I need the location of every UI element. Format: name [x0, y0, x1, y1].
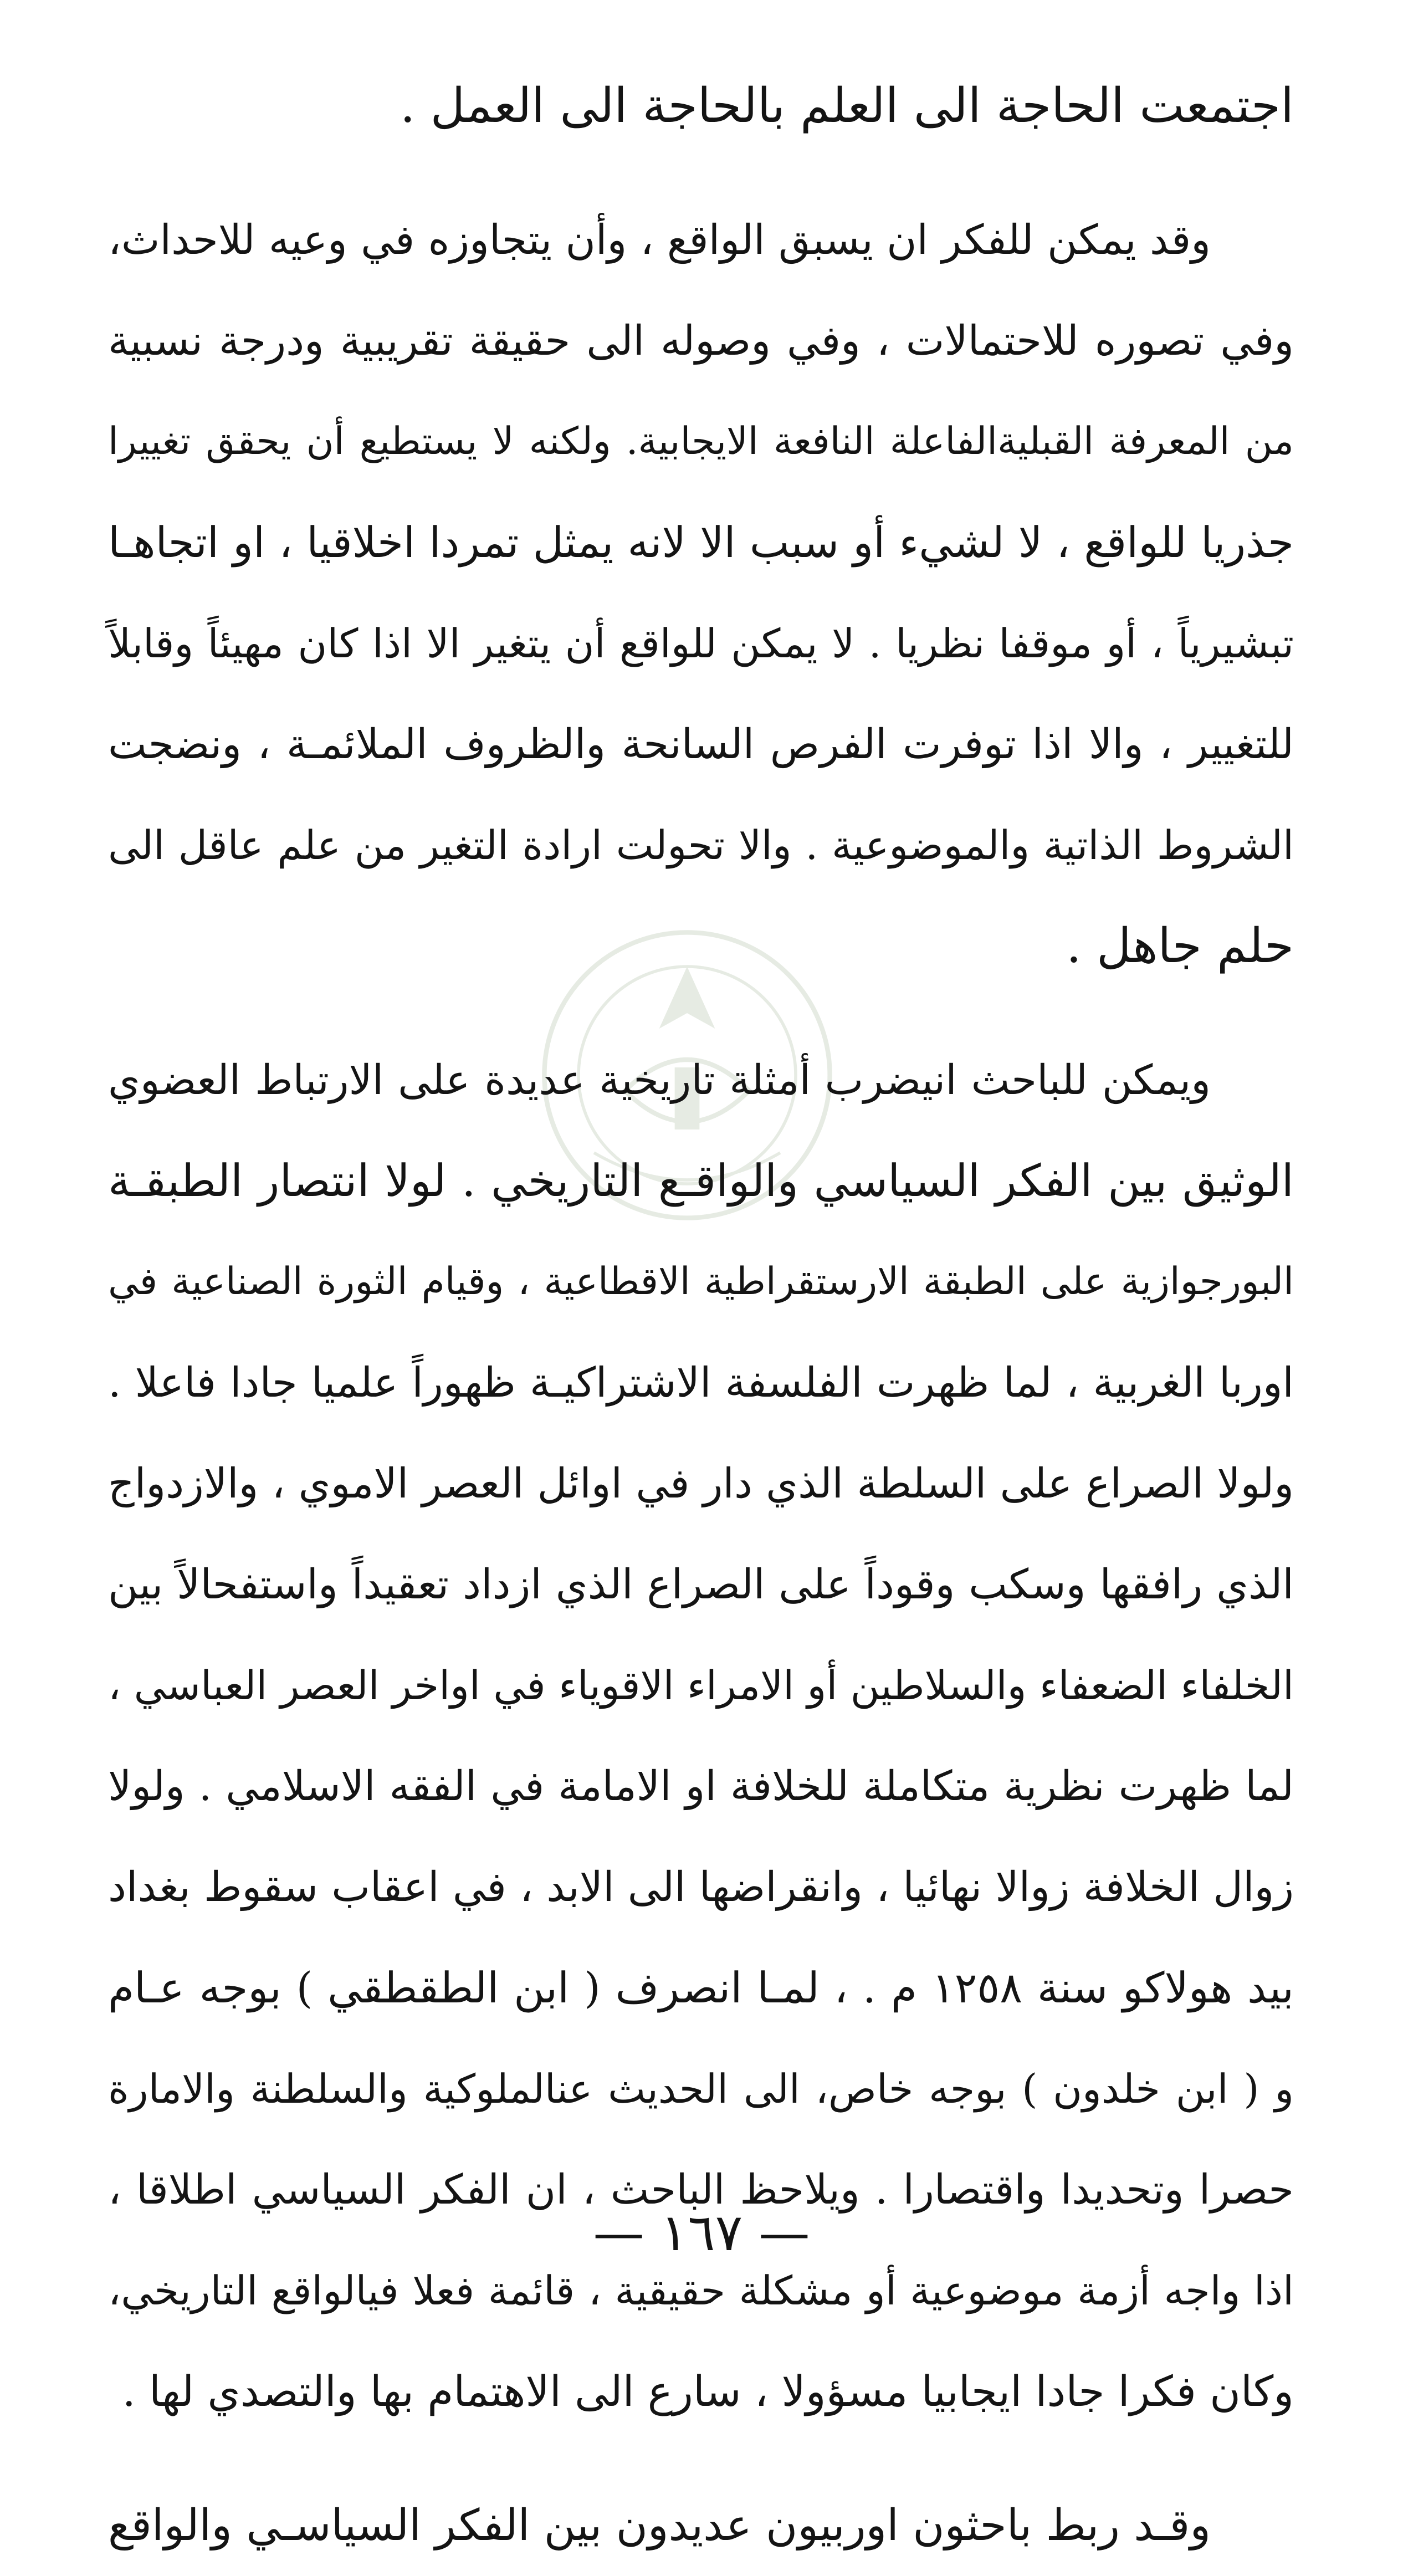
text-line: ولولا الصراع على السلطة الذي دار في اوائل العصر الاموي ، والازدواج [108, 1460, 1294, 1507]
text-line: اوربا الغربية ، لما ظهرت الفلسفة الاشتراكيـة ظهوراً علميا جادا فاعلا . [108, 1359, 1294, 1407]
text-line: حلم جاهل . [1066, 918, 1294, 974]
paragraph-gap [108, 156, 1294, 190]
text-line: الخلفاء الضعفاء والسلاطين أو الامراء الاقوياء في اواخر العصر العباسي ، [108, 1662, 1294, 1709]
text-line: اذا واجه أزمة موضوعية أو مشكلة حقيقية ، قائمة فعلا فيالواقع التاريخي، [108, 2267, 1294, 2314]
text-line: جذريا للواقع ، لا لشيء أو سبب الا لانه يمثل تمردا اخلاقيا ، او اتجاهـا [108, 518, 1294, 567]
text-line: الوثيق بين الفكر السياسي والواقـع التاريخي . لولا انتصار الطبقـة [108, 1155, 1294, 1207]
text-line: من المعرفة القبليةالفاعلة النافعة الايجابية. ولكنه لا يستطيع أن يحقق تغييرا [108, 420, 1294, 463]
page-number: — ١٦٧ — [593, 2203, 810, 2262]
text-line: ويمكن للباحث انيضرب أمثلة تاريخية عديدة على الارتباط العضوي [108, 1056, 1211, 1104]
text-line: وقد يمكن للفكر ان يسبق الواقع ، وأن يتجاوزه في وعيه للاحداث، [108, 216, 1211, 264]
text-line: لما ظهرت نظرية متكاملة للخلافة او الامامة في الفقه الاسلامي . ولولا [108, 1762, 1294, 1810]
text-line: اجتمعت الحاجة الى العلم بالحاجة الى العمل . [400, 78, 1294, 134]
body-text [108, 55, 1294, 2576]
text-line: وفي تصوره للاحتمالات ، وفي وصوله الى حقيقة تقريبية ودرجة نسبية [108, 317, 1294, 365]
paragraph-gap [108, 996, 1294, 1030]
text-line: الشروط الذاتية والموضوعية . والا تحولت ارادة التغير من علم عاقل الى [108, 822, 1294, 868]
text-line: للتغيير ، والا اذا توفرت الفرص السانحة والظروف الملائمـة ، ونضجت [108, 720, 1294, 768]
text-line: بيد هولاكو سنة ١٢٥٨ م . ، لمـا انصرف ( ابن الطقطقي ) بوجه عـام [108, 1963, 1294, 2012]
text-line: البورجوازية على الطبقة الارستقراطية الاقطاعية ، وقيام الثورة الصناعية في [108, 1260, 1294, 1304]
paragraph-gap [108, 2442, 1294, 2475]
text-line: زوال الخلافة زوالا نهائيا ، وانقراضها الى الابد ، في اعقاب سقوط بغداد [108, 1863, 1294, 1911]
text-line: و ( ابن خلدون ) بوجه خاص، الى الحديث عنالملوكية والسلطنة والامارة [108, 2066, 1294, 2112]
text-line: وكان فكرا جادا ايجابيا مسؤولا ، سارع الى الاهتمام بها والتصدي لها . [122, 2367, 1294, 2416]
text-line: حصرا وتحديدا واقتصارا . ويلاحظ الباحث ، ان الفكر السياسي اطلاقا ، [108, 2166, 1294, 2214]
text-line: تبشيرياً ، أو موقفا نظريا . لا يمكن للواقع أن يتغير الا اذا كان مهيئاً وقابلاً [108, 620, 1294, 667]
text-line: الذي رافقها وسكب وقوداً على الصراع الذي ازداد تعقيداً واستفحالاً بين [108, 1561, 1294, 1608]
text-line: وقـد ربط باحثون اوربيون عديدون بين الفكر السياسـي والواقع [108, 2501, 1211, 2551]
